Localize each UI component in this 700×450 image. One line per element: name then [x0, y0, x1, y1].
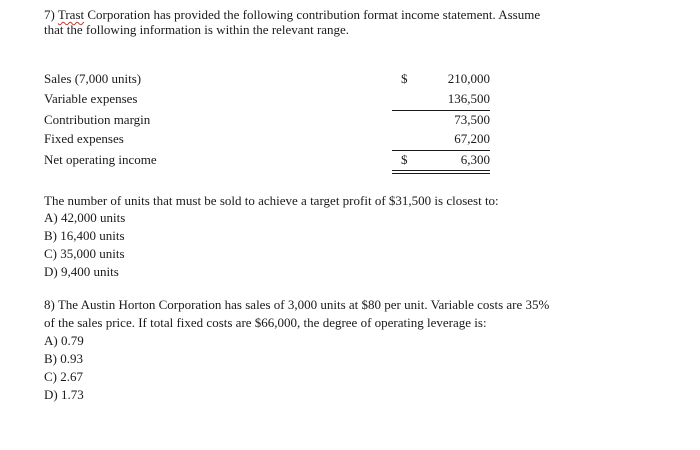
q7-question: The number of units that must be sold to achieve a target profit of $31,500 is closest to:: [44, 193, 499, 208]
q8-option-b: B) 0.93: [44, 351, 83, 366]
q7-option-a: A) 42,000 units: [44, 210, 126, 225]
q8-option-c: C) 2.67: [44, 369, 83, 384]
q7-option-c: C) 35,000 units: [44, 246, 125, 261]
q7-option-b: B) 16,400 units: [44, 228, 125, 243]
statement-row-contribution-margin: [44, 110, 504, 130]
row-currency: $: [401, 71, 408, 86]
row-label: Net operating income: [44, 152, 157, 167]
q7-intro-rest: Corporation has provided the following contribution format income statement. Assume: [84, 7, 541, 22]
row-currency: $: [401, 152, 408, 167]
row-value: 67,200: [454, 131, 490, 146]
row-value: 6,300: [460, 152, 490, 167]
row-label: Contribution margin: [44, 112, 151, 127]
q7-intro-line2: that the following information is within the relevant range.: [44, 22, 350, 37]
q7-company-word: Trast: [57, 7, 85, 22]
statement-row-variable-expenses: [44, 89, 504, 109]
q8-option-d: D) 1.73: [44, 387, 84, 402]
total-double-rule: [392, 170, 490, 174]
statement-row-net-operating-income: [44, 150, 504, 170]
row-value: 73,500: [454, 112, 490, 127]
row-label: Variable expenses: [44, 91, 138, 106]
statement-row-sales: [44, 69, 504, 89]
row-value: 210,000: [447, 71, 490, 86]
row-label: Fixed expenses: [44, 131, 124, 146]
q8-question-line2: of the sales price. If total fixed costs are $66,000, the degree of operating leverage is:: [44, 315, 487, 330]
row-label: Sales (7,000 units): [44, 71, 142, 86]
statement-row-fixed-expenses: [44, 129, 504, 149]
q7-option-d: D) 9,400 units: [44, 264, 119, 279]
q8-question-line1: 8) The Austin Horton Corporation has sales of 3,000 units at $80 per unit. Variable costs are 35%: [44, 297, 550, 312]
row-value: 136,500: [447, 91, 490, 106]
q8-option-a: A) 0.79: [44, 333, 84, 348]
q7-number: 7): [44, 7, 55, 22]
